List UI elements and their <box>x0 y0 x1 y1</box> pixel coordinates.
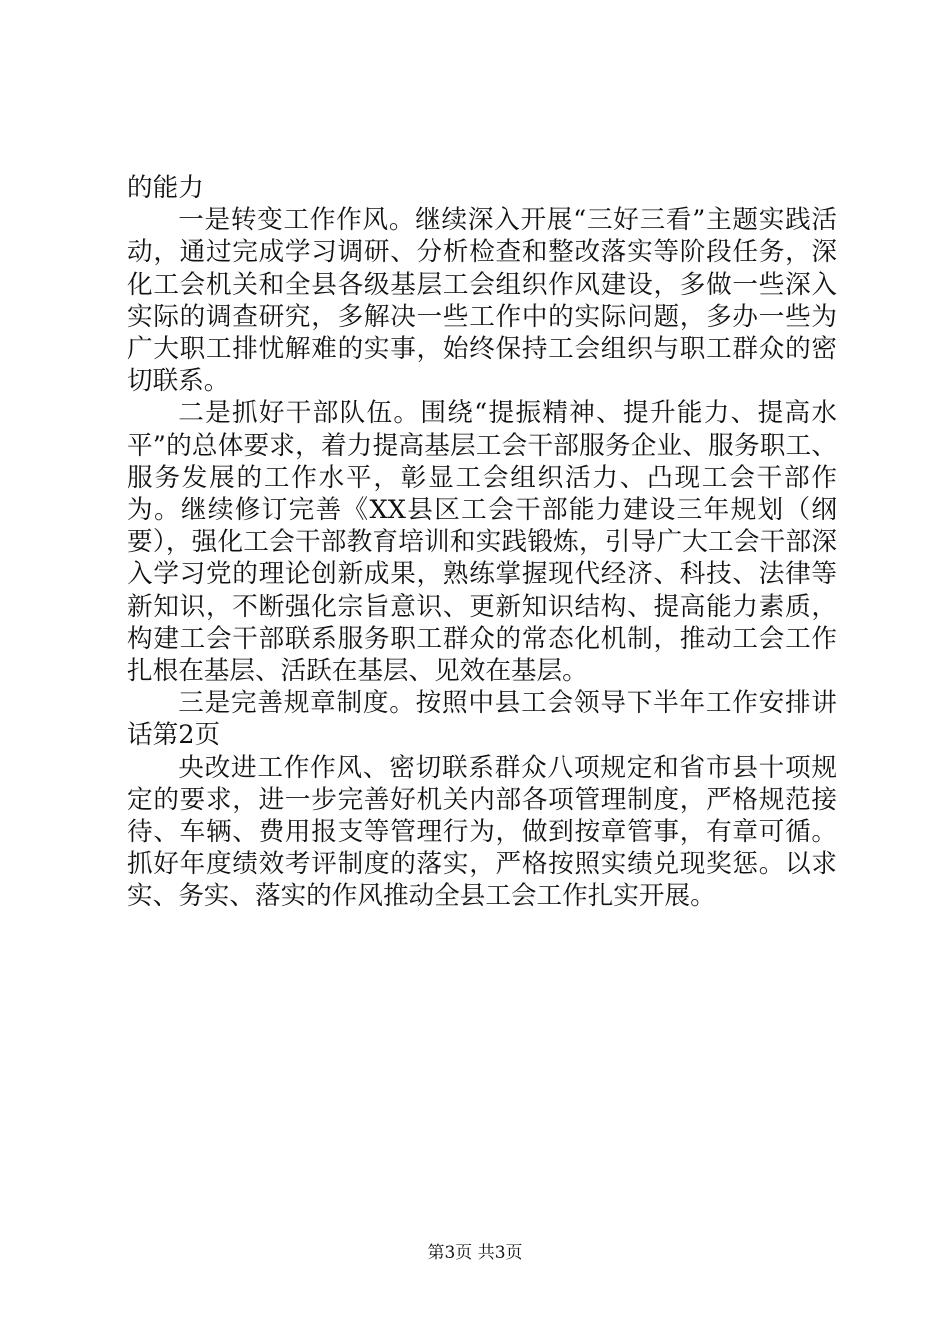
page-footer: 第3页 共3页 <box>427 1243 523 1263</box>
paragraph-rules: 三是完善规章制度。按照中县工会领导下半年工作安排讲话第2页 <box>127 688 837 751</box>
paragraph-continuation: 的能力 <box>127 173 204 203</box>
paragraph-work-style: 一是转变工作作风。继续深入开展“三好三看”主题实践活动，通过完成学习调研、分析检查和整改落实等阶段任务，深化工会机关和全县各级基层工会组织作风建设，多做一些深入实际的调查研究，多解决一些工作中的实际问题，多办一些为广大职工排忧解难的实事，始终保持工会组织与职工群众的密切联系。 <box>127 205 837 397</box>
paragraph-cadre-team: 二是抓好干部队伍。围绕“提振精神、提升能力、提高水平”的总体要求，着力提高基层工会干部服务企业、服务职工、服务发展的工作水平，彰显工会组织活力、凸现工会干部作为。继续修订完善《XX县区工会干部能力建设三年规划（纲要），强化工会干部教育培训和实践锻炼，引导广大工会干部深入学习党的理论创新成果，熟练掌握现代经济、科技、法律等新知识，不断强化宗旨意识、更新知识结构、提高能力素质，构建工会干部联系服务职工群众的常态化机制，推动工会工作扎根在基层、活跃在基层、见效在基层。 <box>127 398 837 687</box>
document-body <box>127 172 837 913</box>
paragraph-rules-continued: 央改进工作作风、密切联系群众八项规定和省市县十项规定的要求，进一步完善好机关内部各项管理制度，严格规范接待、车辆、费用报支等管理行为，做到按章管事，有章可循。抓好年度绩效考评制度的落实，严格按照实绩兑现奖惩。以求实、务实、落实的作风推动全县工会工作扎实开展。 <box>127 752 837 912</box>
